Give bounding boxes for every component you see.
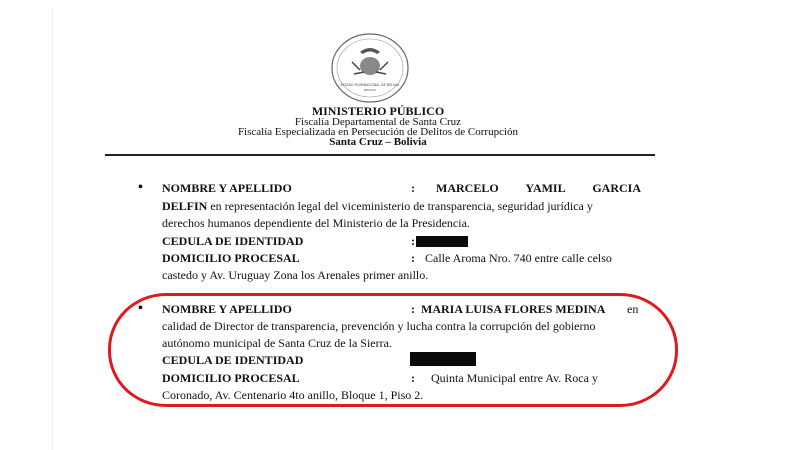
entry2-desc-line3: autónomo municipal de Santa Cruz de la Sierra. <box>162 336 392 350</box>
entry1-name-word: YAMIL <box>525 181 566 195</box>
entry1-id-redaction <box>416 236 468 247</box>
city-line: Santa Cruz – Bolivia <box>329 136 427 148</box>
entry1-name-word: MARCELO <box>436 181 499 195</box>
entry2-address-line2: Coronado, Av. Centenario 4to anillo, Bloque 1, Piso 2. <box>162 388 424 402</box>
entry2-name: MARIA LUISA FLORES MEDINA <box>421 302 606 316</box>
entry1-address-line1: Calle Aroma Nro. 740 entre calle celso <box>425 251 612 265</box>
entry1-desc-line2: derechos humanos dependiente del Ministerio de la Presidencia. <box>162 216 470 230</box>
entry1-id-label: CEDULA DE IDENTIDAD <box>162 234 304 248</box>
highlight-ellipse <box>108 293 678 407</box>
bolivia-seal-logo <box>330 32 410 104</box>
entry1-desc-line1 <box>162 199 593 213</box>
entry1-name-colon: : <box>411 181 415 195</box>
entry2-name-label: NOMBRE Y APELLIDO <box>162 302 292 316</box>
entry1-address-label: DOMICILIO PROCESAL <box>162 251 300 265</box>
svg-text:ESTADO PLURINACIONAL DE BOLIVI: ESTADO PLURINACIONAL DE BOLIVIA <box>340 83 400 87</box>
entry2-id-label: CEDULA DE IDENTIDAD <box>162 353 304 367</box>
entry1-address-line2: castedo y Av. Uruguay Zona los Arenales primer anillo. <box>162 268 429 282</box>
entry2-name-colon: : <box>411 302 415 316</box>
svg-text:BOLIVIA: BOLIVIA <box>364 88 376 92</box>
entry2-desc-line2: calidad de Director de transparencia, prevención y lucha contra la corrupción del gobierno <box>162 319 596 333</box>
ministry-title: MINISTERIO PÚBLICO <box>311 104 445 118</box>
entry2-address-colon: : <box>411 371 415 385</box>
department-line: Fiscalía Departamental de Santa Cruz <box>294 116 462 128</box>
bullet-2: • <box>138 301 143 316</box>
entry1-id-colon: : <box>411 234 415 248</box>
entry1-name-label: NOMBRE Y APELLIDO <box>162 181 292 195</box>
entry2-address-label: DOMICILIO PROCESAL <box>162 371 300 385</box>
entry1-name-end: DELFIN <box>162 199 208 213</box>
entry2-address-text: Quinta Municipal entre Av. Roca y <box>431 371 598 385</box>
bullet-1: • <box>138 180 143 195</box>
entry1-desc-text: en representación legal del viceministerio de transparencia, seguridad jurídica y <box>210 199 593 213</box>
entry2-desc-start: en <box>627 302 639 316</box>
entry1-name-word: GARCIA <box>592 181 641 195</box>
entry1-name <box>436 181 641 195</box>
header-divider <box>105 154 655 156</box>
entry1-address-colon: : <box>411 251 415 265</box>
specialized-office-line: Fiscalía Especializada en Persecución de Delitos de Corrupción <box>237 126 519 138</box>
